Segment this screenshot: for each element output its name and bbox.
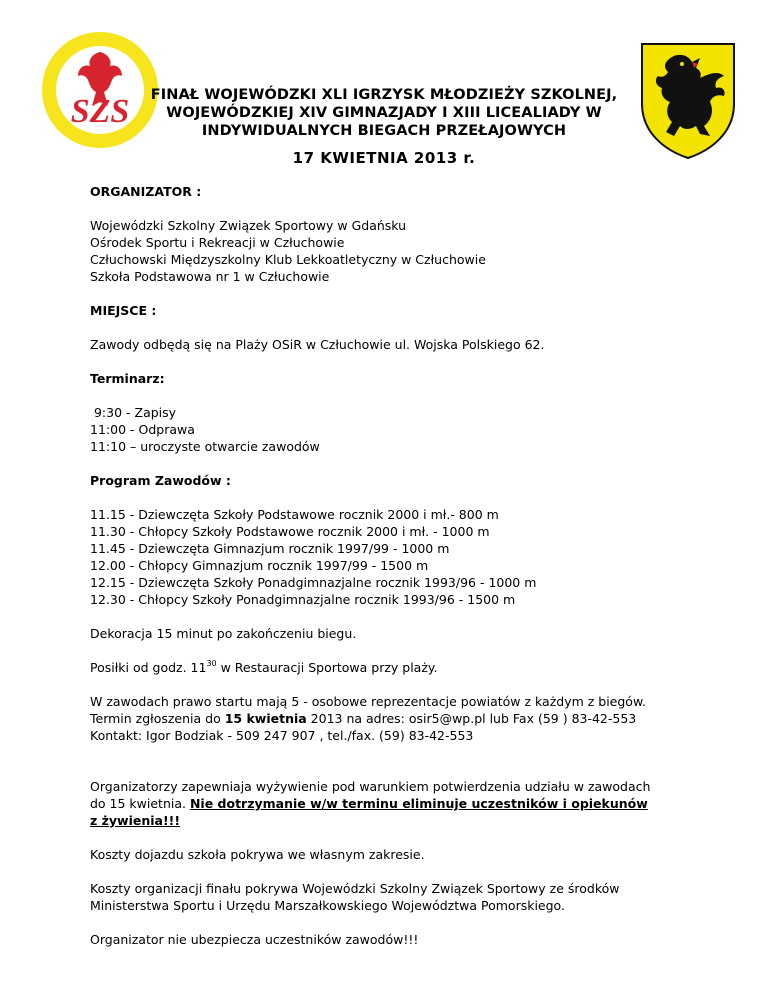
schedule-line: 11:00 - Odprawa [90,422,195,437]
title-line-1: FINAŁ WOJEWÓDZKI XLI IGRZYSK MŁODZIEŻY SZKOLNEJ, [150,87,618,103]
title-line-2: WOJEWÓDZKIEJ XIV GIMNAZJADY I XIII LICEALIADY W [166,105,602,121]
costs-line-2: Ministerstwa Sportu i Urzędu Marszałkowskiego Województwa Pomorskiego. [90,898,565,913]
place-label: MIEJSCE : [90,303,157,318]
program-line: 12.15 - Dziewczęta Szkoły Ponadgimnazjalne rocznik 1993/96 - 1000 m [90,575,537,590]
catering-line-3 [90,812,690,829]
meals-text [90,659,690,676]
entries-contact-address: 2013 na adres: osir5@wp.pl lub Fax (59 ) 83-42-553 [306,711,637,726]
insurance-text: Organizator nie ubezpiecza uczestników zawodów!!! [90,932,419,947]
entries-line-2 [90,710,690,727]
schedule-line: 9:30 - Zapisy [90,405,177,420]
program-line: 12.30 - Chłopcy Szkoły Ponadgimnazjalne rocznik 1993/96 - 1500 m [90,592,516,607]
organizer-line: Szkoła Podstawowa nr 1 w Człuchowie [90,269,330,284]
meals-time-sup: 30 [206,659,217,668]
program-line: 11.45 - Dziewczęta Gimnazjum rocznik 1997/99 - 1000 m [90,541,450,556]
catering-warning: Nie dotrzymanie w/w terminu eliminuje uczestników i opiekunów [189,796,648,811]
organizer-line: Ośrodek Sportu i Rekreacji w Człuchowie [90,235,345,250]
place-text: Zawody odbędą się na Plaży OSiR w Człuchowie ul. Wojska Polskiego 62. [90,337,545,352]
event-date: 17 KWIETNIA 2013 r. [292,149,476,167]
schedule-line: 11:10 – uroczyste otwarcie zawodów [90,439,320,454]
entries-deadline: 15 kwietnia [224,711,307,726]
organizer-line: Wojewódzki Szkolny Związek Sportowy w Gdańsku [90,218,407,233]
szs-logo-text: SZS [70,93,130,130]
organizer-label: ORGANIZATOR : [90,184,202,199]
organizer-line: Człuchowski Międzyszkolny Klub Lekkoatletyczny w Człuchowie [90,252,486,267]
travel-text: Koszty dojazdu szkoła pokrywa we własnym zakresie. [90,847,425,862]
meals-before: Posiłki od godz. 11 [90,660,207,675]
catering-line-1: Organizatorzy zapewniaja wyżywienie pod warunkiem potwierdzenia udziału w zawodach [90,779,651,794]
program-line: 11.30 - Chłopcy Szkoły Podstawowe rocznik 2000 i mł. - 1000 m [90,524,490,539]
page-title [110,86,658,140]
document-body [90,183,690,948]
program-line: 12.00 - Chłopcy Gimnazjum rocznik 1997/99 - 1500 m [90,558,429,573]
catering-line-2 [90,795,690,812]
program-line: 11.15 - Dziewczęta Szkoły Podstawowe rocznik 2000 i mł.- 800 m [90,507,499,522]
program-label: Program Zawodów : [90,473,231,488]
catering-deadline: do 15 kwietnia. [90,796,190,811]
entries-deadline-prefix: Termin zgłoszenia do [90,711,225,726]
costs-line-1: Koszty organizacji finału pokrywa Wojewódzki Szkolny Związek Sportowy ze środków [90,881,620,896]
entries-line-1: W zawodach prawo startu mają 5 - osobowe reprezentacje powiatów z każdym z biegów. [90,694,646,709]
entries-line-3: Kontakt: Igor Bodziak - 509 247 907 , tel./fax. (59) 83-42-553 [90,728,474,743]
schedule-label: Terminarz: [90,371,165,386]
catering-warning-end: z żywienia!!! [90,813,181,828]
decoration-text: Dekoracja 15 minut po zakończeniu biegu. [90,626,357,641]
meals-after: w Restauracji Sportowa przy plaży. [216,660,438,675]
title-line-3: INDYWIDUALNYCH BIEGACH PRZEŁAJOWYCH [201,123,567,139]
